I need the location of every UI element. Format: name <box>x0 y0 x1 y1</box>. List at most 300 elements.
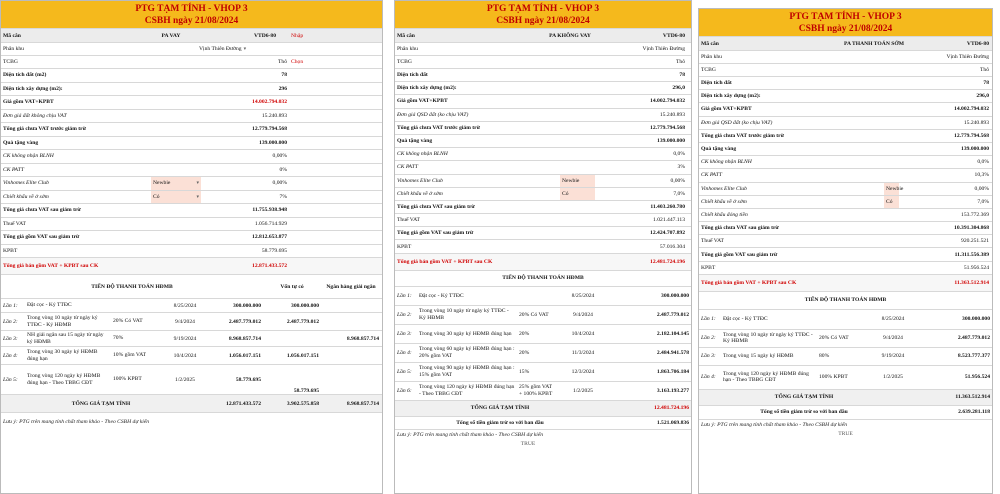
schedule-rows <box>395 287 691 401</box>
price-row-label: CK không nhận BLNH <box>3 153 54 160</box>
schedule-row <box>1 365 382 395</box>
price-row <box>395 175 691 188</box>
installment-percent: 20% Có VAT <box>519 311 549 318</box>
installment-amount: 1.056.017.151 <box>228 352 261 359</box>
installment-desc: Trong vòng 60 ngày ký HĐMB đúng hạn : 20% gồm VAT <box>419 346 515 359</box>
price-row <box>1 83 382 97</box>
price-row-label: Tổng giá gồm VAT sau giảm trừ <box>3 234 80 241</box>
schedule-row <box>395 382 691 401</box>
total-label: TỔNG GIÁ TẠM TÍNH <box>71 400 131 407</box>
saving-value: 2.639.281.118 <box>958 409 990 416</box>
unit-code-input[interactable]: VTD6-80 <box>966 40 989 47</box>
installment-label: Lần 1: <box>701 316 716 323</box>
installment-date: 10/4/2024 <box>173 352 197 359</box>
price-row-value: 0,00% <box>272 153 287 160</box>
price-row-value: 14.002.794.032 <box>650 98 685 105</box>
price-row <box>699 262 992 275</box>
price-row <box>699 275 992 292</box>
price-row <box>395 214 691 227</box>
price-row <box>699 183 992 196</box>
price-row-value: 0% <box>279 166 287 173</box>
price-row-value: 139.000.000 <box>259 139 287 146</box>
tcbg-value[interactable]: Thô <box>979 67 989 73</box>
price-row-value: 15.240.893 <box>261 112 287 119</box>
price-row-label: Quà tặng vàng <box>397 138 433 145</box>
installment-percent: 100% KPBT <box>819 374 848 381</box>
tcbg-label: TCBG <box>397 59 412 65</box>
price-row <box>395 82 691 95</box>
ngan-hang-header: Ngân hàng giải ngân <box>326 283 376 290</box>
installment-label: Lần 3: <box>701 353 716 360</box>
tcbg-row <box>1 56 382 69</box>
installment-amount: 300.000.000 <box>233 302 261 309</box>
phan-khu-row <box>699 51 992 64</box>
panel-pa-khong-vay <box>394 0 692 494</box>
price-row-value: 14.002.794.032 <box>252 99 287 106</box>
installment-label: Lần 5: <box>397 368 412 375</box>
price-row-value: 0,0% <box>673 151 685 158</box>
installment-amount: 3.163.193.277 <box>656 387 689 394</box>
installment-von: 2.487.779.012 <box>286 318 319 325</box>
price-row <box>699 196 992 209</box>
ma-can-row <box>1 29 382 43</box>
dropdown-select[interactable] <box>884 183 904 195</box>
price-row <box>1 258 382 275</box>
installment-label: Lần 3: <box>3 335 18 342</box>
installment-von: 58.779.695 <box>293 388 319 394</box>
tcbg-row <box>395 56 691 69</box>
installment-percent: 15% <box>519 368 530 375</box>
tcbg-row <box>699 64 992 77</box>
price-row <box>699 143 992 156</box>
phan-khu-value[interactable]: Vịnh Thiên Đường <box>946 54 989 60</box>
schedule-rows <box>1 299 382 395</box>
installment-desc: Đặt cọc - Ký TTĐC <box>419 292 464 299</box>
installment-percent: 20% <box>519 349 530 356</box>
installment-desc: Đặt cọc - Ký TTĐC <box>27 302 72 309</box>
price-row-label: Chiết khấu về ở sớm <box>397 190 443 197</box>
panel-title: PTG TẠM TÍNH - VHOP 3 CSBH ngày 21/08/2024 <box>1 1 382 29</box>
installment-desc: Trong vòng 30 ngày ký HĐMB đúng hạn <box>419 330 512 337</box>
flag-text: TRUE <box>520 440 536 447</box>
price-row <box>395 109 691 122</box>
price-row-value: 10,3% <box>974 172 989 179</box>
installment-desc: Trong vòng 120 ngày ký HĐMB đúng hạn - Theo TBBG CĐT <box>27 373 101 386</box>
price-row <box>699 103 992 116</box>
price-row <box>1 137 382 151</box>
price-row-value: 296,0 <box>672 85 685 92</box>
schedule-title: TIẾN ĐỘ THANH TOÁN HĐMB <box>804 297 887 304</box>
price-row-value: 14.002.794.032 <box>954 106 989 113</box>
unit-code-input[interactable]: VTD6-80 <box>662 32 685 39</box>
price-row-value: 58.779.695 <box>261 247 287 254</box>
schedule-row <box>699 310 992 330</box>
installment-nh: 8.968.857.714 <box>346 335 379 342</box>
von-tu-co-header: Vốn tự có <box>280 283 304 290</box>
price-row <box>1 110 382 124</box>
installment-date: 1/2/2025 <box>883 374 903 381</box>
ma-can-row <box>699 37 992 51</box>
price-row-label: Diện tích đất (m2) <box>3 72 47 79</box>
price-row-value: 11.755.938.948 <box>252 207 287 214</box>
schedule-row <box>395 363 691 382</box>
installment-label: Lần 4: <box>3 352 18 359</box>
dropdown-select[interactable] <box>884 196 899 208</box>
price-row-value: 12.779.794.568 <box>954 132 989 139</box>
installment-date: 9/4/2024 <box>573 311 593 318</box>
installment-date: 1/2/2025 <box>573 387 593 394</box>
price-row-value: 7,0% <box>673 190 685 197</box>
dropdown-value: Newbie <box>153 180 171 187</box>
price-row <box>1 204 382 218</box>
price-row-value: 139.000.000 <box>657 138 685 145</box>
price-row-value: 78 <box>281 72 287 79</box>
installment-label: Lần 3: <box>397 330 412 337</box>
price-row-value: 15.240.893 <box>659 111 685 118</box>
installment-date: 8/25/2024 <box>571 292 595 299</box>
price-row <box>395 201 691 214</box>
installment-date: 8/25/2024 <box>881 316 905 323</box>
total-value: 12.481.724.196 <box>654 405 689 412</box>
price-row-label: Tổng giá gồm VAT sau giảm trừ <box>701 251 778 258</box>
installment-desc: Đặt cọc - Ký TTĐC <box>723 316 768 323</box>
price-row-label: Chiết khấu đóng tiền <box>701 211 748 218</box>
price-row <box>699 130 992 143</box>
price-row <box>699 169 992 182</box>
dropdown-value: Newbie <box>562 177 580 184</box>
price-row-value: 78 <box>679 72 685 79</box>
panel-title: PTG TẠM TÍNH - VHOP 3 CSBH ngày 21/08/2024 <box>699 9 992 37</box>
saving-label: Tổng số tiền giảm trừ so với ban đầu <box>760 409 848 416</box>
price-row <box>699 209 992 222</box>
installment-date: 9/19/2024 <box>173 335 197 342</box>
price-row-value: 15.240.893 <box>963 119 989 126</box>
price-row-value: 0,00% <box>974 185 989 192</box>
schedule-row <box>1 313 382 331</box>
installment-label: Lần 1: <box>397 292 412 299</box>
flag-text: TRUE <box>838 430 853 437</box>
schedule-row <box>395 325 691 344</box>
ma-can-label: Mã căn <box>397 32 415 39</box>
price-row <box>699 90 992 103</box>
chevron-down-icon: ▾ <box>243 47 247 52</box>
installment-desc: Trong vòng 90 ngày ký HĐMB đúng hạn : 15% gồm VAT <box>419 365 515 378</box>
price-row <box>395 95 691 108</box>
price-rows <box>699 77 992 292</box>
price-row-value: 3% <box>677 164 685 171</box>
installment-percent: 20% <box>519 330 530 337</box>
price-row-label: Diện tích đất <box>701 80 732 87</box>
price-row-label: Tổng giá chưa VAT trước giảm trừ <box>701 132 784 139</box>
price-row <box>1 218 382 232</box>
price-row-label: CK PATT <box>397 164 418 171</box>
schedule-rows <box>699 310 992 390</box>
price-row-label: Diện tích đất <box>397 72 428 79</box>
installment-label: Lần 2: <box>701 335 716 342</box>
price-row-label: Vinhomes Elite Club <box>397 177 443 184</box>
price-row-value: 296,0 <box>976 93 989 100</box>
schedule-header <box>1 275 382 299</box>
installment-date: 12/3/2024 <box>571 368 595 375</box>
plan-label: PA THANH TOÁN SỚM <box>843 40 905 47</box>
price-row-label: Giá gồm VAT+KPBT <box>397 98 448 105</box>
price-row <box>1 123 382 137</box>
installment-date: 11/3/2024 <box>571 349 595 356</box>
price-row <box>395 227 691 240</box>
installment-amount: 2.182.104.145 <box>656 330 689 337</box>
total-value: 11.363.512.914 <box>955 394 990 401</box>
installment-amount: 2.484.941.578 <box>656 349 689 356</box>
tcbg-label: TCBG <box>701 67 716 73</box>
price-row-value: 12.779.794.568 <box>252 126 287 133</box>
price-row-value: 1.056.714.929 <box>254 220 287 227</box>
price-row-label: CK không nhận BLNH <box>701 159 752 166</box>
installment-amount: 1.863.706.184 <box>656 368 689 375</box>
dropdown-select[interactable] <box>560 188 595 200</box>
disclaimer-note: Lưu ý: PTG trên mang tính chất tham khảo - Theo CSBH dự kiến <box>3 419 150 425</box>
price-row-value: 11.311.556.389 <box>954 251 989 258</box>
installment-von: 1.056.017.151 <box>286 352 319 359</box>
installment-amount: 300.000.000 <box>962 316 990 323</box>
schedule-row <box>395 306 691 325</box>
price-row-label: KPBT <box>397 243 412 250</box>
phan-khu-row <box>395 43 691 56</box>
installment-amount: 51.956.524 <box>964 374 990 381</box>
price-row-label: Thuế VAT <box>701 238 724 245</box>
schedule-header <box>699 292 992 310</box>
price-row-value: 153.772.369 <box>961 211 989 218</box>
price-row <box>395 188 691 201</box>
price-row-value: 12.871.433.572 <box>252 263 287 269</box>
chevron-down-icon: ▾ <box>196 181 199 187</box>
price-row-label: Tổng giá bán gồm VAT + KPBT sau CK <box>701 279 797 286</box>
panel-pa-thanh-toan-som <box>698 8 993 494</box>
price-row-value: 12.779.794.568 <box>650 124 685 131</box>
installment-label: Lần 4: <box>701 374 716 381</box>
schedule-row <box>699 366 992 390</box>
price-row-label: KPBT <box>701 264 716 271</box>
schedule-row <box>699 330 992 348</box>
total-row <box>395 401 691 417</box>
total-von: 3.902.575.858 <box>286 400 319 407</box>
total-nh: 8.968.857.714 <box>346 400 379 407</box>
tcbg-value[interactable]: Thô <box>277 59 287 65</box>
installment-amount: 300.000.000 <box>661 292 689 299</box>
dropdown-select[interactable] <box>560 175 595 187</box>
schedule-title: TIẾN ĐỘ THANH TOÁN HĐMB <box>91 283 173 290</box>
installment-date: 8/25/2024 <box>173 302 197 309</box>
price-row <box>395 122 691 135</box>
price-row-label: Đơn giá QSD đất (ko chịu VAT) <box>397 111 469 118</box>
price-row-label: Tổng giá chưa VAT sau giảm trừ <box>701 225 779 232</box>
dropdown-value: Newbie <box>886 185 904 192</box>
installment-amount: 2.487.779.012 <box>957 335 990 342</box>
saving-row <box>395 417 691 430</box>
schedule-row <box>395 287 691 306</box>
price-row-value: 11.363.512.914 <box>954 279 989 286</box>
price-row-value: 296 <box>278 85 287 92</box>
price-row-label: CK PATT <box>701 172 722 179</box>
installment-percent: 80% <box>819 353 830 360</box>
price-row-value: 0,00% <box>272 180 287 187</box>
ma-can-row <box>395 29 691 43</box>
saving-label: Tổng số tiền giảm trừ so với ban đầu <box>456 419 544 426</box>
price-row-label: Đơn giá QSD đất (ko chịu VAT) <box>701 119 773 126</box>
schedule-row <box>1 299 382 313</box>
price-row-label: Đơn giá đất không chịu VAT <box>3 112 67 119</box>
installment-amount: 8.523.777.377 <box>957 353 990 360</box>
installment-desc: Trong vòng 10 ngày từ ngày ký TTĐC - Ký HĐMB <box>419 308 509 321</box>
dropdown-value: Có <box>562 190 569 197</box>
price-row <box>1 150 382 164</box>
dropdown-value: Có <box>886 198 893 205</box>
schedule-row <box>699 348 992 366</box>
chon-button[interactable]: Chọn <box>291 59 304 65</box>
price-row-value: 78 <box>983 80 989 87</box>
price-row <box>395 135 691 148</box>
installment-percent: 20% Có VAT <box>819 335 849 342</box>
price-row-label: Thuế VAT <box>397 217 420 224</box>
price-row-label: CK PATT <box>3 166 24 173</box>
price-row <box>1 245 382 259</box>
installment-label: Lần 4: <box>397 349 412 356</box>
price-row <box>1 96 382 110</box>
installment-percent: 20% Có VAT <box>113 318 143 325</box>
installment-percent: 70% <box>113 335 124 342</box>
price-row <box>1 177 382 191</box>
phan-khu-label: Phân khu <box>397 46 418 52</box>
tcbg-value[interactable]: Thô <box>675 59 685 65</box>
installment-date: 9/4/2024 <box>175 318 195 325</box>
price-row <box>1 231 382 245</box>
installment-desc: NH giải ngân sau 15 ngày từ ngày ký HĐMB <box>27 332 104 345</box>
installment-percent: 100% KPBT <box>113 376 142 383</box>
installment-amount: 2.487.779.012 <box>228 318 261 325</box>
price-row <box>699 235 992 248</box>
disclaimer-note: Lưu ý: PTG trên mang tính chất tham khảo - Theo CSBH dự kiến <box>397 431 544 438</box>
price-row-value: 0,0% <box>977 159 989 166</box>
total-label: TỔNG GIÁ TẠM TÍNH <box>774 394 834 401</box>
price-row-label: Tổng giá chưa VAT sau giảm trừ <box>3 207 81 214</box>
plan-label: PA VAY <box>161 32 181 39</box>
dropdown-select[interactable] <box>151 191 201 204</box>
disclaimer-note: Lưu ý: PTG trên mang tính chất tham khảo - Theo CSBH dự kiến <box>701 421 848 428</box>
installment-date: 9/4/2024 <box>883 335 903 342</box>
installment-percent: 10% gồm VAT <box>113 352 147 359</box>
price-row <box>395 254 691 271</box>
price-row-label: Thuế VAT <box>3 220 26 227</box>
price-row-label: Tổng giá chưa VAT trước giảm trừ <box>3 126 86 133</box>
price-row <box>699 77 992 90</box>
dropdown-select[interactable] <box>151 177 201 190</box>
price-row-label: Giá gồm VAT+KPBT <box>3 99 54 106</box>
installment-von: 300.000.000 <box>291 302 319 309</box>
price-row <box>395 148 691 161</box>
price-row-value: 11.403.260.780 <box>650 203 685 210</box>
installment-amount: 8.968.857.714 <box>228 335 261 342</box>
price-row <box>1 191 382 205</box>
price-row-label: Vinhomes Elite Club <box>701 185 747 192</box>
panel-pa-vay <box>0 0 383 494</box>
total-row <box>699 390 992 406</box>
nhap-button[interactable]: Nhập <box>291 32 304 39</box>
price-row-label: CK không nhận BLNH <box>397 151 448 158</box>
total-row <box>1 395 382 413</box>
installment-percent: 25% gồm VAT + 100% KPBT <box>519 384 553 397</box>
installment-label: Lần 1: <box>3 302 18 309</box>
installment-amount: 58.779.695 <box>235 376 261 383</box>
price-row-label: Diện tích xây dựng (m2): <box>701 93 761 100</box>
installment-desc: Trong vòng 10 ngày từ ngày ký TTĐC - Ký HĐMB <box>723 332 813 345</box>
price-row-label: Diện tích xây dựng (m2): <box>3 85 63 92</box>
price-row <box>699 156 992 169</box>
price-row-label: Vinhomes Elite Club <box>3 180 49 187</box>
total-value: 12.871.433.572 <box>226 400 261 407</box>
price-row-label: Tổng giá bán gồm VAT + KPBT sau CK <box>397 258 493 265</box>
price-row <box>699 117 992 130</box>
installment-desc: Trong vòng 30 ngày ký HĐMB đúng hạn <box>27 349 98 362</box>
price-row <box>395 240 691 253</box>
phan-khu-row <box>1 43 382 56</box>
total-label: TỔNG GIÁ TẠM TÍNH <box>470 405 530 412</box>
schedule-header <box>395 271 691 287</box>
price-row-value: 7% <box>279 193 287 200</box>
price-row <box>1 69 382 83</box>
saving-value: 1.521.069.836 <box>656 419 689 426</box>
price-row-value: 10.391.304.868 <box>954 225 989 232</box>
price-row-label: Quà tặng vàng <box>701 146 737 153</box>
price-row <box>699 248 992 261</box>
price-row <box>395 161 691 174</box>
panel-title: PTG TẠM TÍNH - VHOP 3 CSBH ngày 21/08/2024 <box>395 1 691 29</box>
price-row-label: Giá gồm VAT+KPBT <box>701 106 752 113</box>
schedule-row <box>1 331 382 347</box>
price-row-label: Tổng giá gồm VAT sau giảm trừ <box>397 230 474 237</box>
plan-label: PA KHÔNG VAY <box>549 32 591 39</box>
schedule-row <box>395 344 691 363</box>
price-row <box>395 69 691 82</box>
price-row-value: 139.000.000 <box>961 146 989 153</box>
phan-khu-value[interactable]: Vịnh Thiên Đường <box>642 46 685 52</box>
phan-khu-label: Phân khu <box>701 54 722 60</box>
saving-row <box>699 406 992 420</box>
phan-khu-label: Phân khu <box>3 46 24 52</box>
price-row <box>699 222 992 235</box>
dropdown-value: Có <box>153 193 160 200</box>
price-row-value: 1.021.447.113 <box>653 217 685 224</box>
tcbg-label: TCBG <box>3 59 18 65</box>
price-row-value: 57.016.304 <box>659 243 685 250</box>
price-row-value: 12.424.707.892 <box>650 230 685 237</box>
ma-can-label: Mã căn <box>3 32 21 39</box>
installment-date: 9/19/2024 <box>881 353 905 360</box>
price-row <box>1 164 382 178</box>
price-row-value: 12.812.653.877 <box>252 234 287 241</box>
price-row-value: 920.251.521 <box>961 238 989 245</box>
installment-date: 1/2/2025 <box>175 376 195 383</box>
phan-khu-select[interactable]: Vịnh Thiên Đường ▾ <box>199 46 247 52</box>
price-row-label: Chiết khấu về ở sớm <box>3 193 49 200</box>
installment-desc: Trong vòng 120 ngày ký HĐMB đúng hạn - Theo TBBG CĐT <box>723 371 809 384</box>
unit-code-input[interactable]: VTD6-80 <box>253 32 277 39</box>
price-row-value: 0,00% <box>670 177 685 184</box>
price-rows <box>1 69 382 275</box>
price-row-label: Tổng giá chưa VAT sau giảm trừ <box>397 203 475 210</box>
price-row-label: Chiết khấu về ở sớm <box>701 198 747 205</box>
price-row-label: Diện tích xây dựng (m2): <box>397 85 457 92</box>
price-row-value: 12.481.724.196 <box>650 258 685 265</box>
price-row-label: Tổng giá chưa VAT trước giảm trừ <box>397 124 480 131</box>
